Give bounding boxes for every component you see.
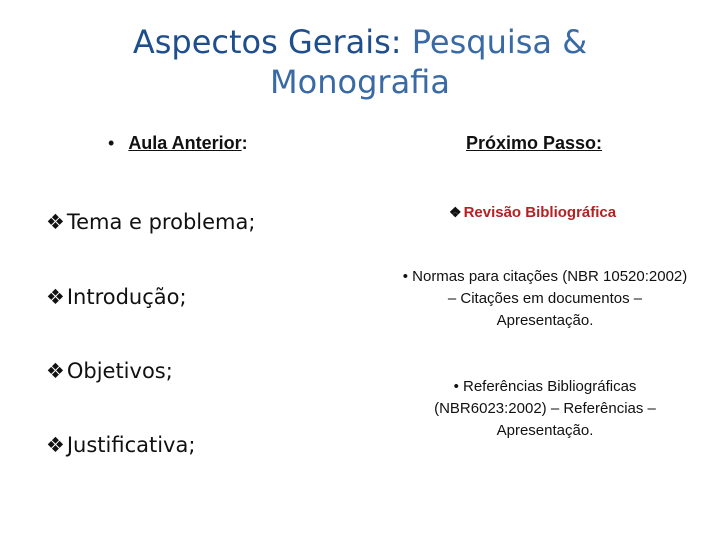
left-item-text: Objetivos; xyxy=(66,359,173,383)
title-part-2: Pesquisa & xyxy=(411,23,588,61)
citacoes-paragraph: • Normas para citações (NBR 10520:2002) – Citações em documentos – Apresentação. xyxy=(402,268,688,329)
diamond-bullet-icon: ❖ xyxy=(46,433,65,457)
left-column-heading xyxy=(108,133,248,154)
diamond-bullet-icon: ❖ xyxy=(46,210,65,234)
left-item-text: Justificativa; xyxy=(66,433,196,457)
slide-title xyxy=(0,22,720,102)
left-list-item xyxy=(46,358,173,384)
left-list-item xyxy=(46,432,195,458)
diamond-bullet-icon: ❖ xyxy=(46,285,65,309)
revisao-text: Revisão Bibliográfica xyxy=(463,204,617,221)
left-list-item xyxy=(46,284,187,310)
revisao-heading xyxy=(449,204,616,221)
title-part-1: Aspectos Gerais: xyxy=(132,23,412,61)
left-item-text: Introdução; xyxy=(66,285,187,309)
heading-suffix: : xyxy=(241,133,248,153)
referencias-paragraph: • Referências Bibliográficas (NBR6023:2002) – Referências – Apresentação. xyxy=(434,378,656,439)
heading-bullet: • xyxy=(108,133,115,153)
diamond-bullet-icon: ❖ xyxy=(449,204,462,220)
diamond-bullet-icon: ❖ xyxy=(46,359,65,383)
left-list-item xyxy=(46,209,255,235)
left-item-text: Tema e problema; xyxy=(66,210,256,234)
right-column-heading: Próximo Passo: xyxy=(466,133,603,153)
heading-underlined: Aula Anterior xyxy=(128,133,242,153)
title-part-3: Monografia xyxy=(270,63,450,101)
